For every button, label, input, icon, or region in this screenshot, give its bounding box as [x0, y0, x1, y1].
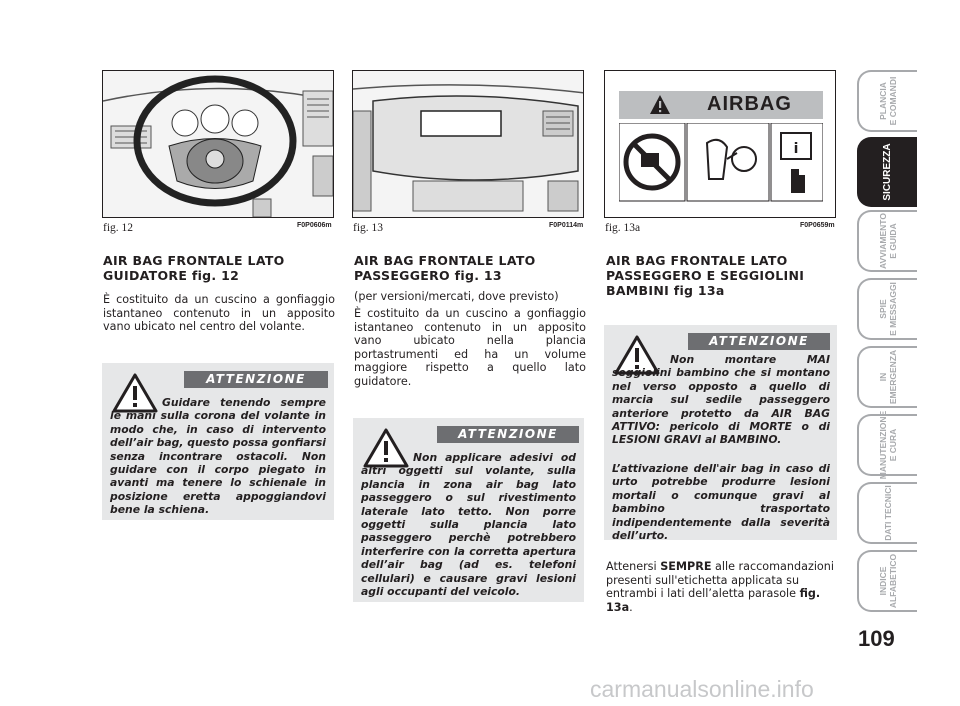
dashboard-illustration: [353, 71, 584, 218]
section-body-driver: È costituito da un cuscino a gonfiaggio istantaneo contenuto in un apposito vano ubicato nel centro del volante.: [103, 293, 335, 334]
emphasis: SEMPRE: [660, 560, 712, 573]
tab-plancia-e-comandi[interactable]: PLANCIA E COMANDI: [857, 70, 917, 132]
warning-tag: ATTENZIONE: [688, 333, 830, 350]
warning-tag: ATTENZIONE: [437, 426, 579, 443]
tab-sicurezza[interactable]: SICUREZZA: [857, 137, 917, 207]
warning-box-child-seats: [604, 325, 837, 543]
warning-text: Guidare tenendo sempre le mani sulla corona del volante in modo che, in caso di intervento dell’air bag, questo possa gonfiarsi senza incontrare ostacoli. Non guidare con il corpo piegato in avanti ma tenere lo schienale in posizione eretta appoggiandovi bene la schiena.: [110, 396, 326, 517]
figure-airbag-label: [604, 70, 836, 218]
figure-code: F0P0659m: [800, 222, 835, 229]
airbag-label-header: [619, 91, 823, 119]
figure-code: F0P0606m: [297, 222, 332, 229]
figure-reference: fig. 13a: [606, 587, 821, 614]
tab-avviamento-e-guida[interactable]: AVVIAMENTO E GUIDA: [857, 210, 917, 272]
watermark: carmanualsonline.info: [590, 676, 814, 702]
figure-passenger-dashboard: [352, 70, 584, 218]
tab-indice-alfabetico[interactable]: INDICE ALFABETICO: [857, 550, 917, 612]
tab-dati-tecnici[interactable]: DATI TECNICI: [857, 482, 917, 544]
figure-reference: fig 13a: [673, 283, 725, 298]
figure-steering-wheel: [102, 70, 334, 218]
figure-code: F0P0114m: [549, 222, 584, 229]
warning-box-driver: [102, 363, 334, 520]
tab-spie-e-messaggi[interactable]: SPIE E MESSAGGI: [857, 278, 917, 340]
page-number: 109: [858, 626, 895, 651]
figure-reference: fig. 12: [191, 268, 240, 283]
warning-triangle-icon: [649, 94, 671, 116]
section-footer-note: Attenersi SEMPRE alle raccomandazioni presenti sull'etichetta applicata su entrambi i lati dell’aletta parasole fig. 13a.: [606, 560, 834, 614]
warning-box-passenger: [353, 418, 584, 602]
warning-text: Non applicare adesivi od altri oggetti sul volante, sulla plancia in zona air bag lato passeggero o sul rivestimento laterale lato tetto. Non porre oggetti sulla plancia lato passeggero perchè potrebbero interferire con la corretta apertura dell’air bag (ad es. telefoni cellulari) e causare gravi lesioni agli occupanti del veicolo.: [361, 451, 576, 599]
section-subheading-passenger: (per versioni/mercati, dove previsto): [354, 290, 559, 303]
tab-in-emergenza[interactable]: IN EMERGENZA: [857, 346, 917, 408]
tab-manutenzione-e-cura[interactable]: MANUTENZIONE E CURA: [857, 414, 917, 476]
section-body-passenger: È costituito da un cuscino a gonfiaggio istantaneo contenuto in un apposito vano ubicato nella plancia portastrumenti ed ha un volume maggiore rispetto a quello lato guidatore.: [354, 307, 586, 388]
airbag-label-text: AIRBAG: [707, 93, 792, 115]
warning-text-secondary: L’attivazione dell'air bag in caso di urto potrebbe produrre lesioni mortali o comunque gravi al bambino trasportato indipendentemente dalla severità dell’urto.: [612, 462, 830, 543]
figure-caption: fig. 12: [103, 222, 134, 234]
figure-caption: fig. 13a: [605, 222, 641, 234]
section-heading-passenger: AIR BAG FRONTALE LATO PASSEGGERO fig. 13: [354, 253, 536, 283]
airbag-pictograms: [619, 123, 823, 203]
section-heading-child-seats: AIR BAG FRONTALE LATO PASSEGGERO E SEGGIOLINI BAMBINI fig 13a: [606, 253, 805, 298]
section-heading-driver: AIR BAG FRONTALE LATO GUIDATORE fig. 12: [103, 253, 285, 283]
svg-text:i: i: [793, 141, 799, 157]
warning-tag: ATTENZIONE: [184, 371, 328, 388]
figure-caption: fig. 13: [353, 222, 384, 234]
warning-text: Non montare MAI seggiolini bambino che si montano nel verso opposto a quello di marcia sul sedile passeggero anteriore protetto da AIR BAG ATTIVO: pericolo di MORTE o di LESIONI GRAVI al BAMBINO.: [612, 353, 830, 447]
figure-reference: fig. 13: [454, 268, 502, 283]
steering-wheel-illustration: [103, 71, 334, 218]
